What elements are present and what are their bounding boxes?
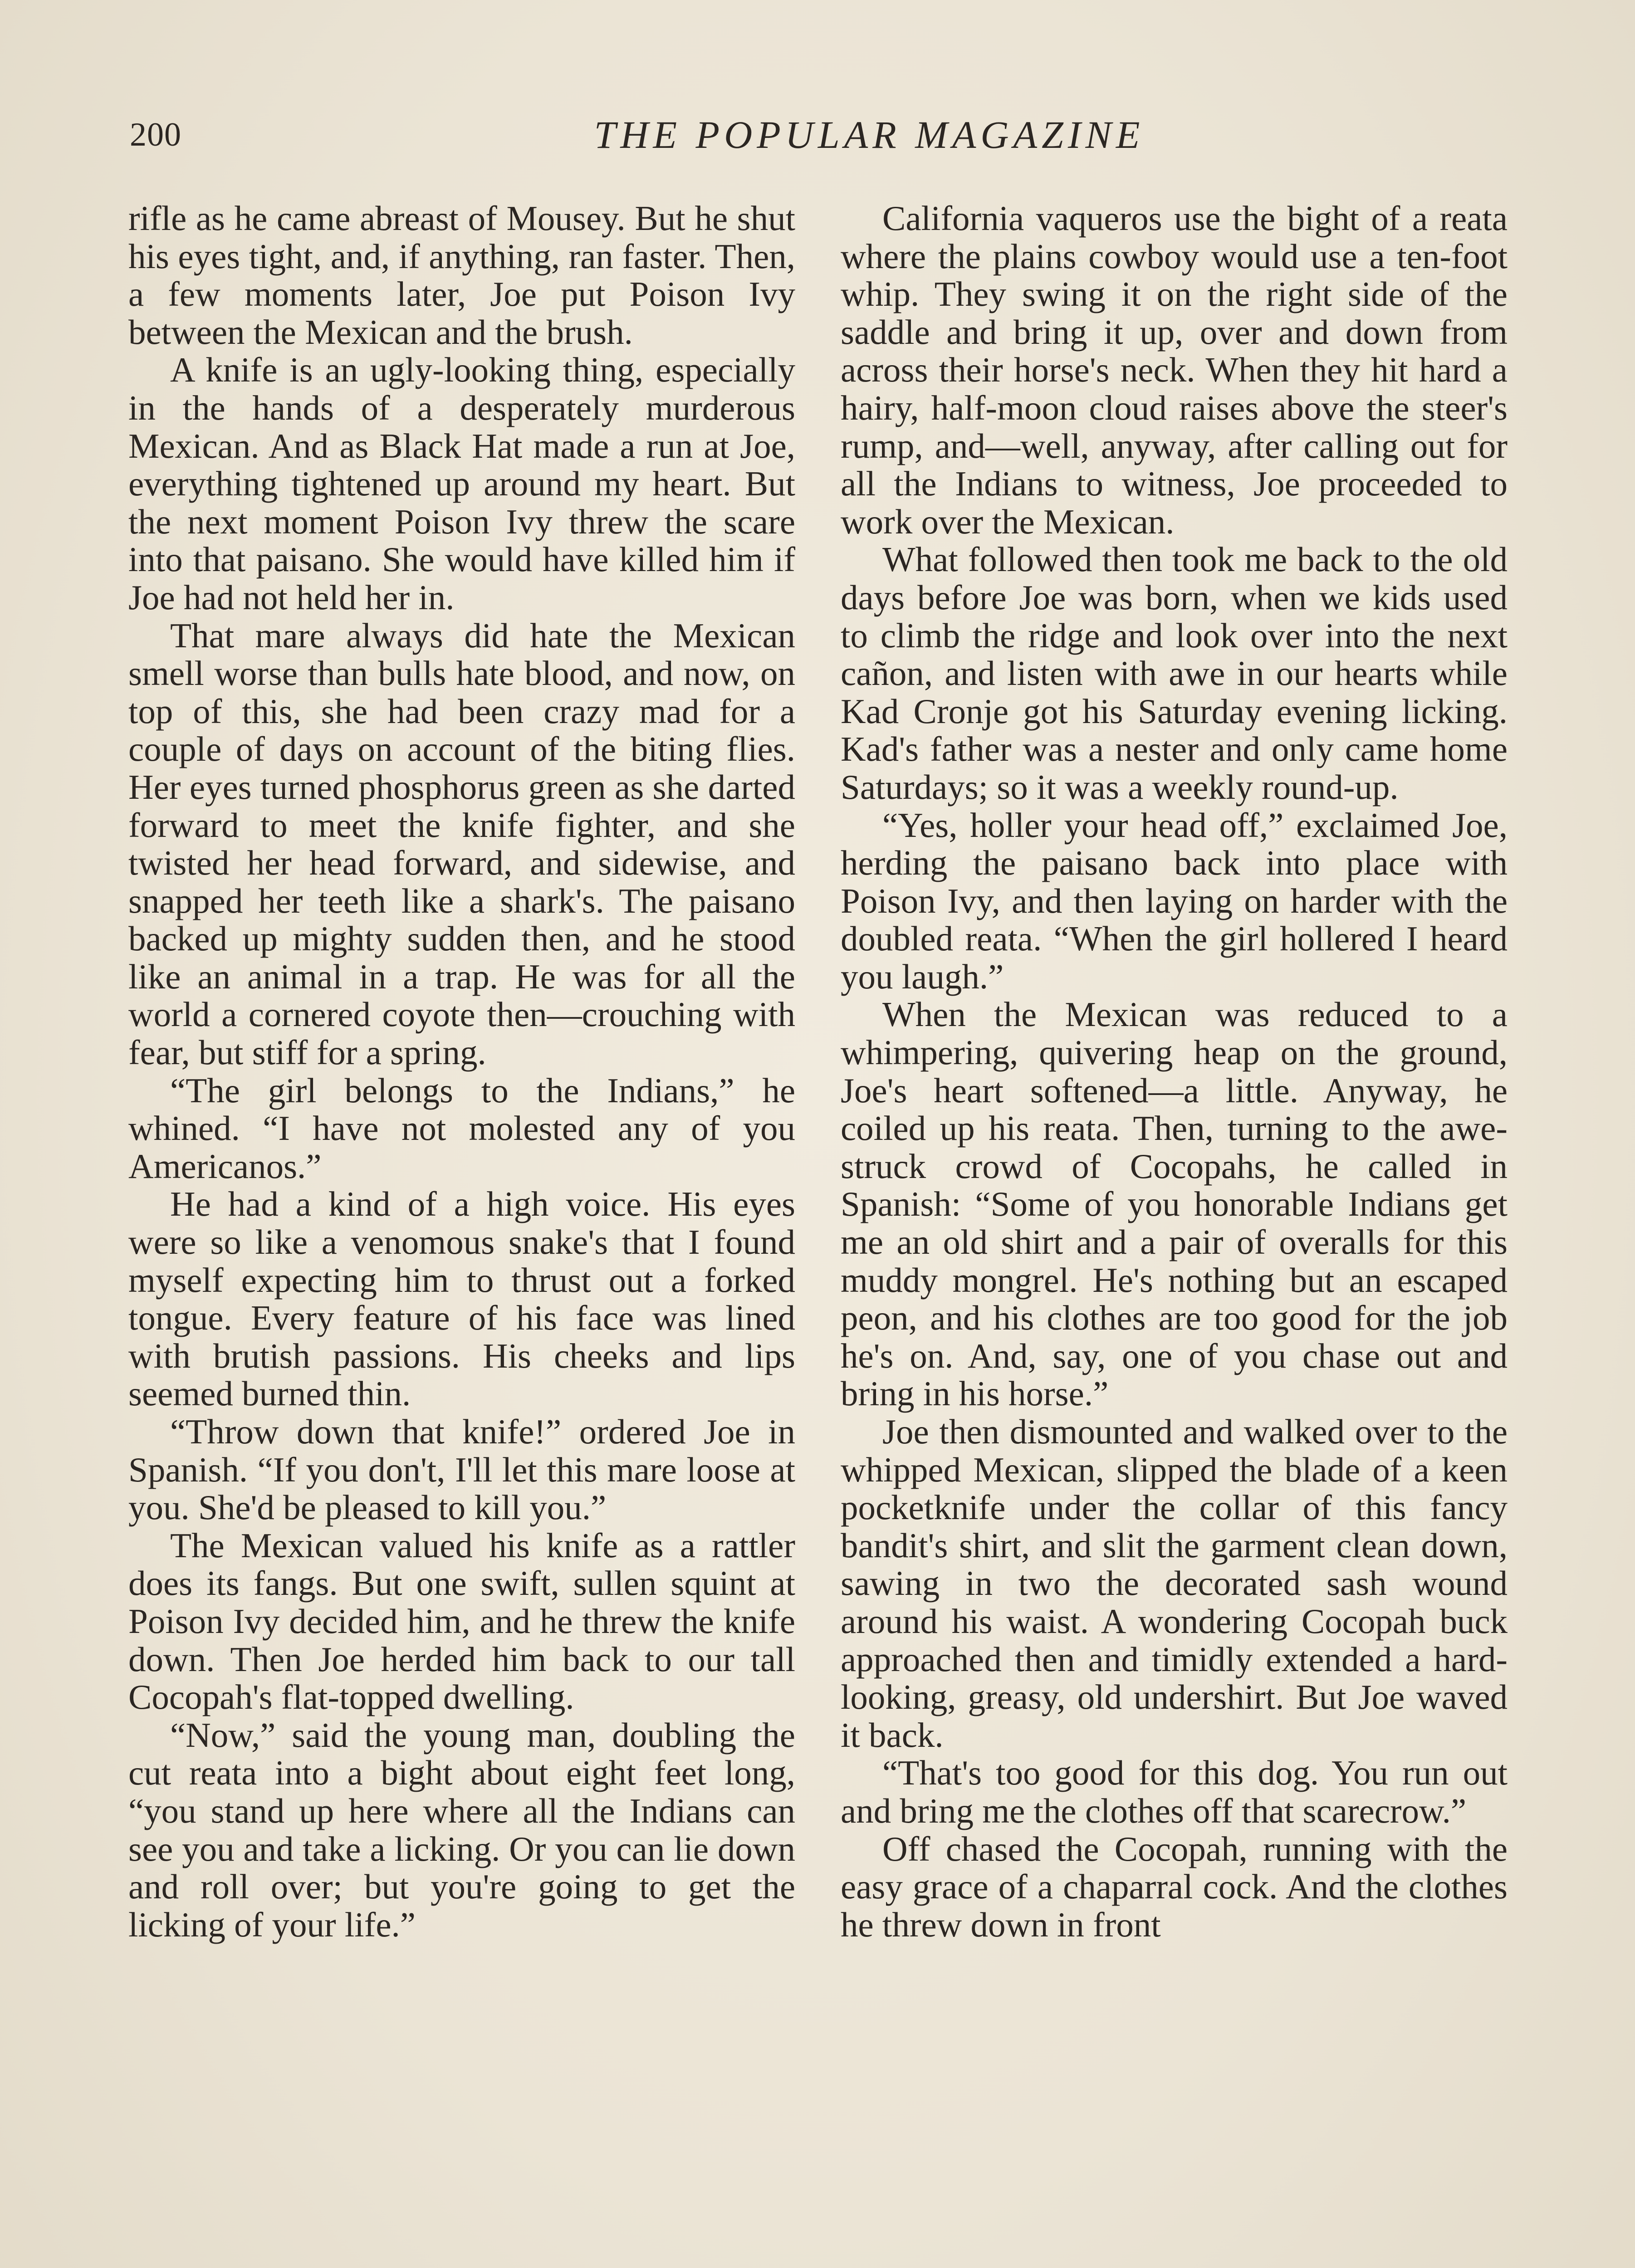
paragraph: Joe then dismounted and walked over to the whipped Mexican, slipped the blade of a keen pocketknife under the collar of this fancy bandit's shirt, and slit the garment clean down, sawing in two the decorated sash wound around his waist. A wondering Cocopah buck approached then and timidly extended a hard-looking, greasy, old undershirt. But Joe waved it back. — [841, 1412, 1508, 1755]
paragraph: Off chased the Cocopah, running with the easy grace of a chaparral cock. And the clothes he threw down in front — [841, 1829, 1508, 1944]
paragraph: “The girl belongs to the Indians,” he whined. “I have not molested any of you Americanos.” — [128, 1070, 795, 1186]
paragraph: He had a kind of a high voice. His eyes were so like a venomous snake's that I found myself expecting him to thrust out a forked tongue. Every feature of his face was lined with brutish passions. His cheeks and lips seemed burned thin. — [128, 1184, 795, 1413]
magazine-title: THE POPULAR MAGAZINE — [594, 113, 1145, 156]
left-column — [128, 200, 795, 1944]
paragraph: The Mexican valued his knife as a rattler does its fangs. But one swift, sullen squint at Poison Ivy decided him, and he threw the knife down. Then Joe herded him back to our tall Cocopah's flat-topped dwelling. — [128, 1525, 795, 1717]
paragraph: “Yes, holler your head off,” exclaimed Joe, herding the paisano back into place with Poison Ivy, and then laying on harder with the doubled reata. “When the girl hollered I heard you laugh.” — [841, 805, 1508, 996]
paragraph: That mare always did hate the Mexican smell worse than bulls hate blood, and now, on top of this, she had been crazy mad for a couple of days on account of the biting flies. Her eyes turned phosphorus green as she darted forward to meet the knife fighter, and she twisted her head forward, and sidewise, and snapped her teeth like a shark's. The paisano backed up mighty sudden then, and he stood like an animal in a trap. He was for all the world a cornered coyote then—crouching with fear, but stiff for a spring. — [128, 616, 795, 1072]
paragraph: “Throw down that knife!” ordered Joe in Spanish. “If you don't, I'll let this mare loose at you. She'd be pleased to kill you.” — [128, 1412, 795, 1527]
paragraph: California vaqueros use the bight of a reata where the plains cowboy would use a ten-foot whip. They swing it on the right side of the saddle and bring it up, over and down from across their horse's neck. When they hit hard a hairy, half-moon cloud raises above the steer's rump, and—well, anyway, after calling out for all the Indians to witness, Joe proceeded to work over the Mexican. — [841, 199, 1508, 541]
page-number: 200 — [130, 116, 181, 153]
page-header — [130, 107, 1504, 156]
paragraph: A knife is an ugly-looking thing, especially in the hands of a desperately murderous Mexican. And as Black Hat made a run at Joe, everything tightened up around my heart. But the next moment Poison Ivy threw the scare into that paisano. She would have killed him if Joe had not held her in. — [128, 350, 795, 617]
right-column — [841, 200, 1508, 1944]
paragraph: rifle as he came abreast of Mousey. But he shut his eyes tight, and, if anything, ran faster. Then, a few moments later, Joe put Poison Ivy between the Mexican and the brush. — [128, 199, 795, 352]
paragraph: When the Mexican was reduced to a whimpering, quivering heap on the ground, Joe's heart softened—a little. Anyway, he coiled up his reata. Then, turning to the awe-struck crowd of Cocopahs, he called in Spanish: “Some of you honorable Indians get me an old shirt and a pair of overalls for this muddy mongrel. He's nothing but an escaped peon, and his clothes are too good for the job he's on. And, say, one of you chase out and bring in his horse.” — [841, 995, 1508, 1413]
paragraph: What followed then took me back to the old days before Joe was born, when we kids used to climb the ridge and look over into the next cañon, and listen with awe in our hearts while Kad Cronje got his Saturday evening licking. Kad's father was a nester and only came home Saturdays; so it was a weekly round-up. — [841, 540, 1508, 807]
paragraph: “Now,” said the young man, doubling the cut reata into a bight about eight feet long, “you stand up here where all the Indians can see you and take a licking. Or you can lie down and roll over; but you're going to get the licking of your life.” — [128, 1715, 795, 1944]
paragraph: “That's too good for this dog. You run out and bring me the clothes off that scarecrow.” — [841, 1753, 1508, 1830]
